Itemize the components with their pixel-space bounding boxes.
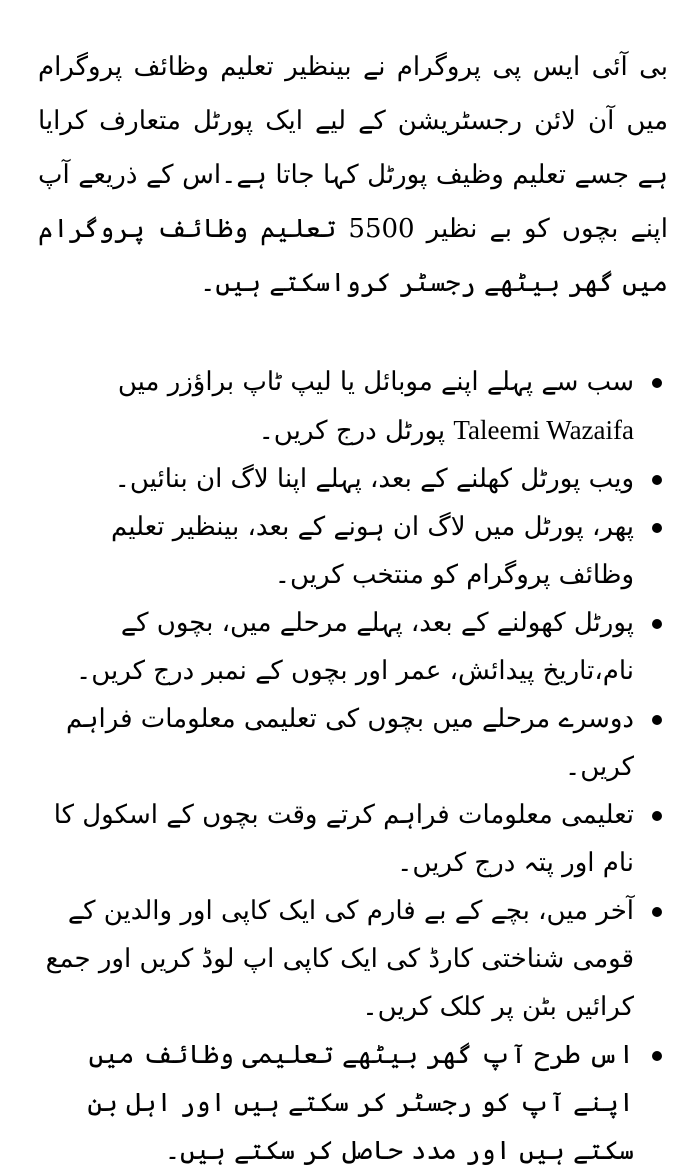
bullet-icon [652,378,662,388]
bullet-icon [652,715,662,725]
step-1-text-before: سب سے پہلے اپنے موبائل یا لیپ ٹاپ براؤزر میں [117,367,634,397]
step-item-6 [38,791,668,887]
bullet-icon [652,619,662,629]
bullet-icon [652,1051,662,1061]
bullet-icon [652,475,662,485]
step-item-4 [38,599,668,695]
step-2-text: ویب پورٹل کھلنے کے بعد، پہلے اپنا لاگ ان بنائیں۔ [114,464,634,494]
step-5-text: دوسرے مرحلے میں بچوں کی تعلیمی معلومات فراہم کریں۔ [65,704,634,782]
step-item-1 [38,358,668,455]
step-4-text: پورٹل کھولنے کے بعد، پہلے مرحلے میں، بچوں کے نام،تاریخ پیدائش، عمر اور بچوں کے نمبر درج کریں۔ [76,608,634,686]
step-item-7 [38,887,668,1031]
portal-name: Taleemi Wazaifa [453,415,634,445]
bullet-icon [652,523,662,533]
step-6-text: تعلیمی معلومات فراہم کرتے وقت بچوں کے اسکول کا نام اور پتہ درج کریں۔ [53,800,634,878]
step-3-text: پھر، پورٹل میں لاگ ان ہونے کے بعد، بینظیر تعلیم وظائف پروگرام کو منتخب کریں۔ [110,512,634,590]
intro-paragraph: بی آئی ایس پی پروگرام نے بینظیر تعلیم وظائف پروگرام میں آن لائن رجسٹریشن کے لیے ایک پورٹل متعارف کرایا ہے جسے تعلیم وظیف پورٹل کہا جاتا ہے۔اس کے ذریعے آپ اپنے بچوں کو بے نظیر 5500 تعلیم وظائف پروگرام میں گھر بیٹھے رجسٹر کرواسکتے ہیں۔ [38,52,668,298]
step-8-text: اس طرح آپ گھر بیٹھے تعلیمی وظائف میں اپنے آپ کو رجسٹر کر سکتے ہیں اور اہل بن سکتے ہیں اور مدد حاصل کر سکتے ہیں۔ [87,1040,634,1166]
step-7-text: آخر میں، بچے کے بے فارم کی ایک کاپی اور والدین کے قومی شناختی کارڈ کی ایک کاپی اپ لوڈ کریں اور جمع کرائیں بٹن پر کلک کریں۔ [45,896,634,1022]
bullet-icon [652,907,662,917]
step-1-text-after: پورٹل درج کریں۔ [258,416,446,446]
step-item-2 [38,455,668,503]
step-item-8 [38,1031,668,1175]
step-item-3 [38,503,668,599]
step-item-5 [38,695,668,791]
steps-list [38,358,668,1175]
bullet-icon [652,811,662,821]
